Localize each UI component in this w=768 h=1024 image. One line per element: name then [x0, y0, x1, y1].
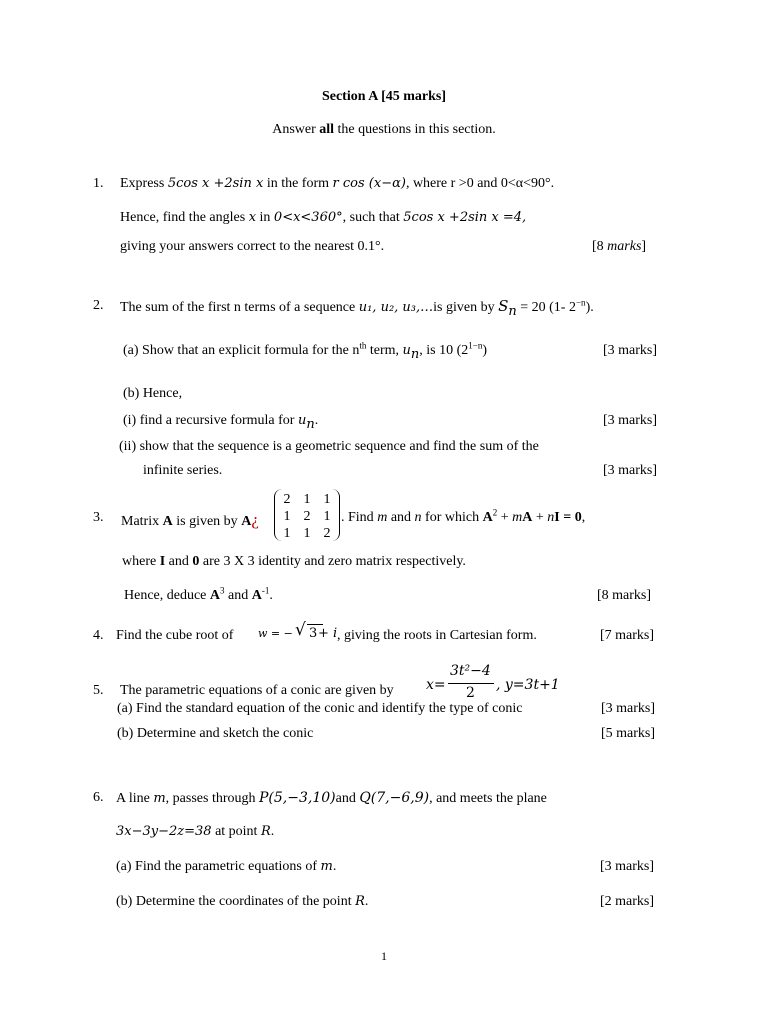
q5a-text: (a) Find the standard equation of the conic and identify the type of conic — [117, 701, 523, 716]
matrix-cell: 1 — [323, 509, 331, 524]
q3-l3-and: and — [224, 588, 252, 603]
q1-number: 1. — [93, 176, 104, 191]
q5-number: 5. — [93, 683, 104, 698]
q2a-formula: , is 10 (2 — [419, 343, 469, 358]
section-title: Section A [45 marks] — [321, 89, 447, 104]
q3-line3 — [124, 585, 273, 603]
q2a-term: term, — [366, 343, 403, 358]
q5-x-equals: x= — [426, 677, 446, 693]
q6b-marks: [2 marks] — [600, 894, 655, 909]
q3-eq-A: A — [482, 510, 493, 525]
q2bi-u: u — [297, 413, 307, 428]
q2a-th: th — [359, 340, 367, 351]
q6-m: m — [153, 791, 166, 806]
q2a-exponent: 1−n — [468, 340, 483, 351]
q6b-R: R — [355, 894, 365, 909]
q2bii-marks: [3 marks] — [603, 463, 658, 478]
q3-eq-sup: 2 — [492, 507, 498, 518]
q2-sum-subscript: n — [508, 303, 517, 319]
q2a-u-subscript: n — [410, 346, 420, 362]
q3-deduce: Hence, deduce — [124, 588, 210, 603]
q3-eq-plus: + — [497, 510, 513, 525]
q3-eq-end: , — [581, 510, 586, 525]
q1-l2-range: 0<x<360° — [273, 210, 343, 225]
q3-prefix — [121, 511, 259, 529]
q5b-text: (b) Determine and sketch the conic — [117, 726, 314, 741]
q6-line2 — [116, 825, 274, 839]
q2bi-u-subscript: n — [306, 416, 315, 432]
q3-eq-I: I — [554, 510, 560, 525]
q6-point-P: P(5,−3,10) — [259, 790, 336, 806]
q6b-text — [116, 895, 368, 909]
q1-marks — [592, 240, 646, 254]
q2bi-text — [123, 413, 319, 432]
q5-y-equation: , y=3t+1 — [496, 677, 560, 693]
q1-l2-text: Hence, find the angles — [120, 210, 249, 225]
q1-expression: 5cos x +2sin x — [167, 176, 264, 191]
q1-l2-x: x — [248, 210, 257, 225]
q3-l3-end: . — [269, 588, 273, 603]
q2-sum-formula: = 20 (1- 2 — [516, 300, 576, 315]
q5-line1: The parametric equations of a conic are given by — [120, 683, 394, 698]
q2b-hence: (b) Hence, — [123, 386, 183, 401]
q1-l2-equation: 5cos x +2sin x =4, — [403, 210, 527, 225]
matrix-cell: 2 — [323, 526, 331, 541]
matrix-cell: 1 — [303, 526, 311, 541]
q3-m: m — [377, 510, 388, 525]
q3-eq-n: n — [547, 510, 555, 525]
q4-radicand: 3 — [309, 626, 318, 641]
q4-number: 4. — [93, 628, 104, 643]
q3-eq-zero: 0 — [574, 510, 582, 525]
q3-line2 — [122, 555, 466, 569]
q2a-prefix: (a) Show that an explicit formula for the n — [123, 343, 360, 358]
q2-text: The sum of the first n terms of a sequence — [120, 300, 359, 315]
q5-denominator: 2 — [466, 685, 475, 701]
q6-meets: , and meets the plane — [429, 791, 547, 806]
q2-sum-exponent: −n — [575, 297, 586, 308]
q3-is-given: is given by — [172, 514, 242, 529]
q1-marks-close: ] — [641, 239, 647, 254]
q6-point-Q: Q(7,−6,9) — [359, 790, 430, 806]
q3-l2-post: are 3 X 3 identity and zero matrix respectively. — [199, 554, 466, 569]
q1-marks-open: [8 — [592, 239, 608, 254]
section-instruction — [0, 123, 768, 137]
q3-A-symbol: A — [241, 514, 252, 529]
q1-text-mid: in the form — [263, 176, 333, 191]
q6a-m: m — [320, 859, 333, 874]
instruction-text: Answer — [272, 122, 320, 137]
q2-line1 — [120, 297, 594, 319]
q1-form: r cos (x−α) — [332, 176, 406, 191]
page-number: 1 — [381, 949, 387, 963]
q6a-text — [116, 860, 336, 874]
q4-w-equals: w = − — [258, 627, 293, 640]
q3-eq-plus2: + — [532, 510, 548, 525]
q1-l2-such: , such that — [342, 210, 404, 225]
q2-sequence: u₁, u₂, u₃,… — [358, 300, 434, 315]
q6b-prefix: (b) Determine the coordinates of the point — [116, 894, 356, 909]
q2-number: 2. — [93, 298, 104, 313]
q6-R: R — [260, 824, 271, 839]
q6a-marks: [3 marks] — [600, 859, 655, 874]
q3-equation — [341, 507, 586, 525]
q2a-marks: [3 marks] — [603, 343, 658, 358]
q6-l2-end: . — [270, 824, 275, 839]
instruction-emphasis: all — [319, 122, 335, 137]
q2-sum-end: ). — [585, 300, 594, 315]
q3-l3-sup3: 3 — [220, 585, 225, 596]
q6-plane-equation: 3x−3y−2z=38 — [116, 824, 212, 839]
q2a-text — [123, 340, 488, 362]
q3-matrix-word: Matrix — [121, 514, 163, 529]
q3-eq-equals: = — [559, 510, 575, 525]
q1-line1 — [120, 177, 554, 191]
q3-n: n — [414, 510, 422, 525]
q3-find: . Find — [341, 510, 378, 525]
q3-l2-zero: 0 — [192, 554, 200, 569]
q6-number: 6. — [93, 790, 104, 805]
q1-text: Express — [120, 176, 168, 191]
q4-marks: [7 marks] — [600, 628, 655, 643]
q2bi-prefix: (i) find a recursive formula for — [123, 413, 298, 428]
q2a-formula-end: ) — [482, 343, 488, 358]
q5a-marks: [3 marks] — [601, 701, 656, 716]
q5-fraction-bar — [448, 683, 494, 684]
matrix-cell: 1 — [283, 526, 291, 541]
q4-post: , giving the roots in Cartesian form. — [337, 628, 537, 643]
q4-sqrt-bar — [307, 624, 323, 625]
matrix-cell: 1 — [323, 492, 331, 507]
q3-eq-A2: A — [522, 510, 533, 525]
q6a-end: . — [332, 859, 337, 874]
q5-numerator: 3t²−4 — [450, 663, 491, 679]
q4-plus-i: + i — [318, 626, 338, 641]
q3-l2-I: I — [159, 554, 166, 569]
matrix-cell: 1 — [283, 509, 291, 524]
q2bii-line2: infinite series. — [143, 463, 223, 478]
q3-matrix — [274, 489, 340, 541]
q3-A: A — [162, 514, 173, 529]
q4-prefix: Find the cube root of — [116, 628, 234, 643]
q3-for-which: for which — [421, 510, 483, 525]
q3-render-glyph: ¿ — [251, 510, 259, 529]
q2-given-by: is given by — [433, 300, 499, 315]
matrix-cell: 2 — [283, 492, 291, 507]
q1-marks-word: marks — [607, 239, 642, 254]
q6a-prefix: (a) Find the parametric equations of — [116, 859, 321, 874]
q2bii-line1: (ii) show that the sequence is a geometric sequence and find the sum of the — [119, 439, 539, 454]
q3-l3-A2: A — [251, 588, 262, 603]
q3-where: where — [122, 554, 160, 569]
q6-a-line: A line — [116, 791, 154, 806]
q5b-marks: [5 marks] — [601, 726, 656, 741]
matrix-cell: 1 — [303, 492, 311, 507]
matrix-cell: 2 — [303, 509, 311, 524]
q2a-u: u — [402, 343, 411, 358]
q3-l3-supm1: -1 — [261, 585, 270, 596]
q3-number: 3. — [93, 510, 104, 525]
q3-l2-and: and — [165, 554, 193, 569]
q6-at-point: at point — [211, 824, 261, 839]
q3-and: and — [387, 510, 415, 525]
q1-l2-in: in — [256, 210, 274, 225]
q4-sqrt-sign: √ — [295, 620, 306, 640]
q6b-end: . — [364, 894, 369, 909]
q6-line1 — [116, 791, 547, 806]
q6-passes: , passes through — [165, 791, 259, 806]
q2bi-end: . — [314, 413, 319, 428]
q2-sum-symbol: S — [498, 297, 509, 315]
q3-marks: [8 marks] — [597, 588, 652, 603]
q3-eq-m: m — [512, 510, 523, 525]
q6-and: and — [335, 791, 360, 806]
q2bi-marks: [3 marks] — [603, 413, 658, 428]
q1-line3: giving your answers correct to the nearest 0.1°. — [120, 239, 385, 254]
q1-condition: , where r >0 and 0<α<90°. — [405, 176, 555, 191]
instruction-text-end: the questions in this section. — [334, 122, 496, 137]
q3-l3-A: A — [209, 588, 221, 603]
q1-line2 — [120, 211, 526, 225]
